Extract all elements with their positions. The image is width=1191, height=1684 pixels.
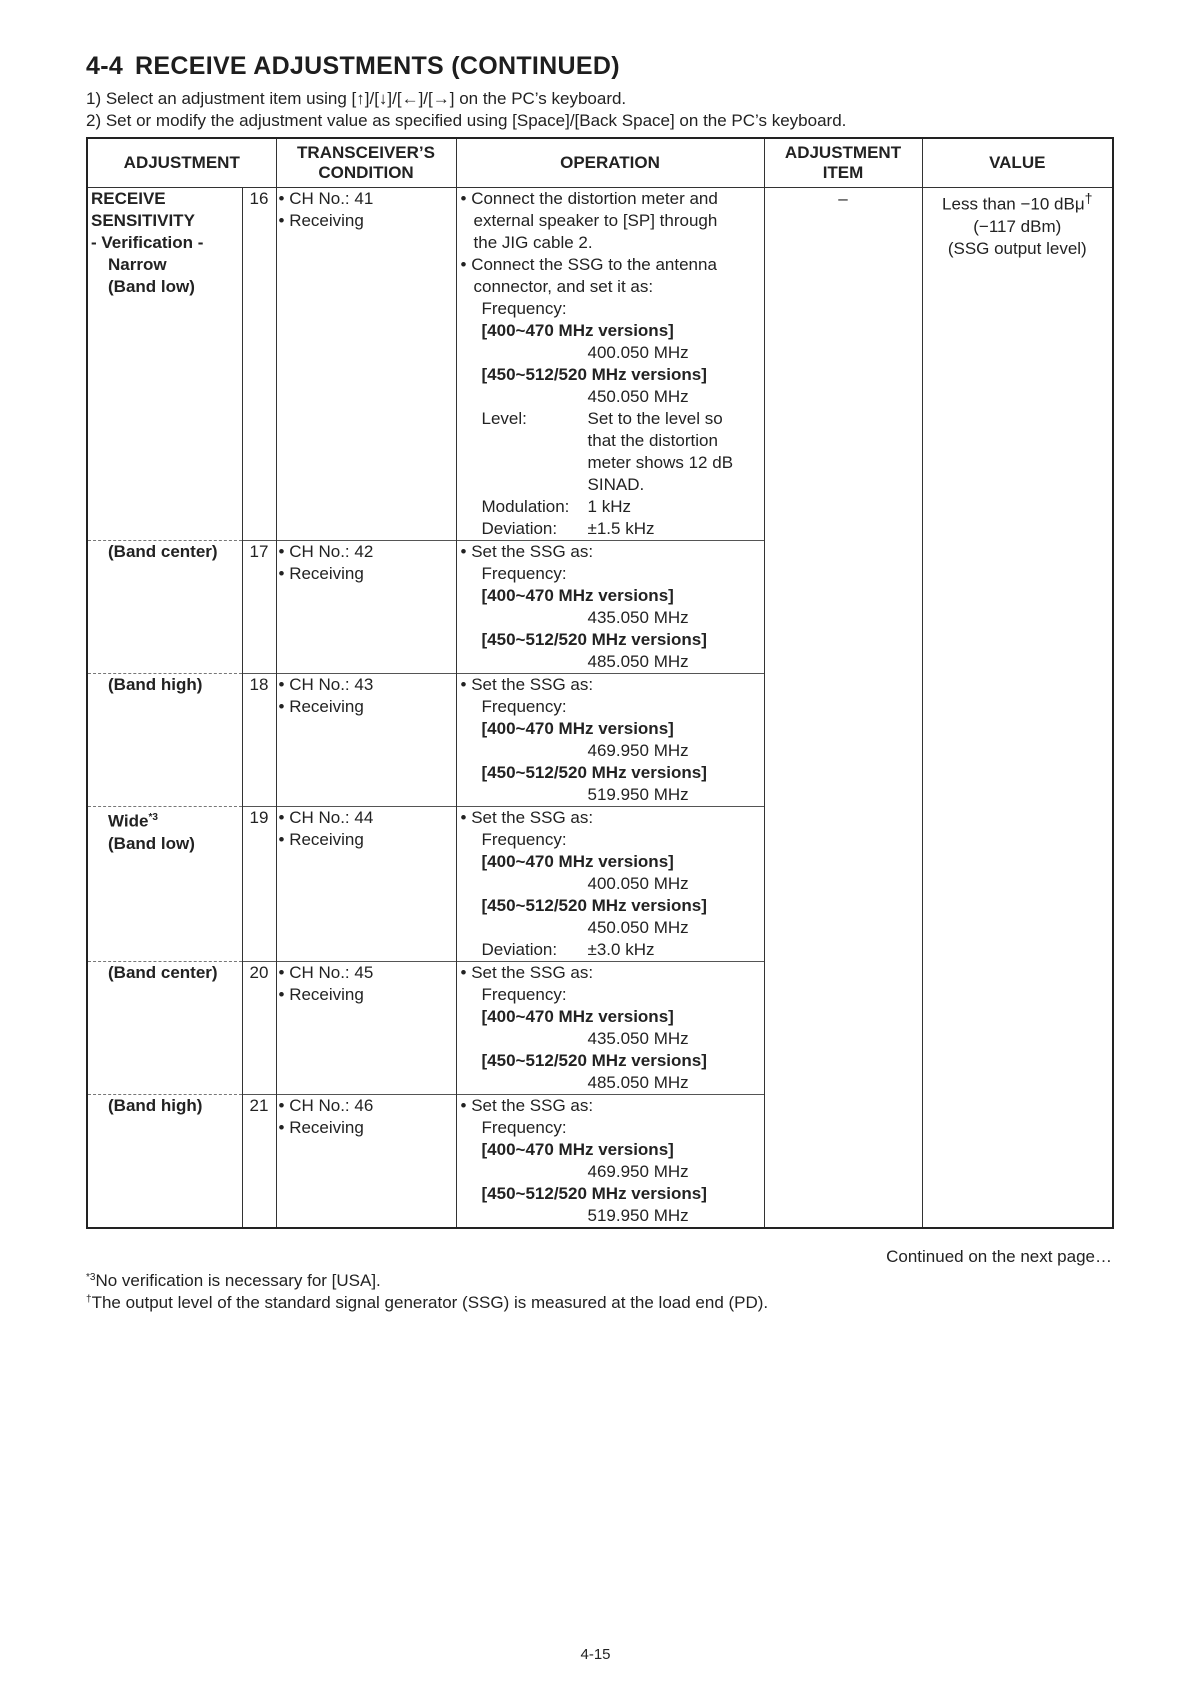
adjustment-name-line: RECEIVE xyxy=(91,189,166,208)
operation-line: • Set the SSG as: xyxy=(460,542,594,561)
header-condition-line1: TRANSCEIVER’S xyxy=(297,143,435,162)
instructions xyxy=(86,88,846,132)
operation-line: • Connect the distortion meter and xyxy=(460,189,718,208)
operation-cell xyxy=(456,188,764,541)
frequency-value: 435.050 MHz xyxy=(587,1029,689,1048)
modulation-label: Modulation: xyxy=(481,497,570,516)
frequency-value: 519.950 MHz xyxy=(587,785,689,804)
footnote-1 xyxy=(86,1270,768,1292)
frequency-value: 450.050 MHz xyxy=(587,918,689,937)
channel-number: • CH No.: 46 xyxy=(278,1096,374,1115)
version-label: [450~512/520 MHz versions] xyxy=(481,1184,707,1203)
adjustment-cell xyxy=(87,541,242,674)
instruction-2: 2) Set or modify the adjustment value as specified using [Space]/[Back Space] on the PC’s keyboard. xyxy=(86,111,847,130)
frequency-label: Frequency: xyxy=(481,697,567,716)
modulation-row xyxy=(461,496,764,518)
operation-cell xyxy=(456,674,764,807)
version-label: [400~470 MHz versions] xyxy=(481,852,674,871)
dagger-mark: † xyxy=(1084,191,1093,207)
version-label: [450~512/520 MHz versions] xyxy=(481,896,707,915)
section-title: RECEIVE ADJUSTMENTS (CONTINUED) xyxy=(135,52,620,80)
level-text-line: Set to the level so xyxy=(587,409,723,428)
footnote-mark: † xyxy=(86,1294,92,1305)
header-operation: OPERATION xyxy=(456,138,764,188)
adjustment-cell xyxy=(87,1095,242,1229)
version-label: [400~470 MHz versions] xyxy=(481,1140,674,1159)
value-text: Less than −10 dBμ xyxy=(942,194,1085,214)
channel-number: • CH No.: 44 xyxy=(278,808,374,827)
deviation-row xyxy=(461,518,764,540)
modulation-value: 1 kHz xyxy=(587,497,631,516)
frequency-value: 400.050 MHz xyxy=(587,874,689,893)
channel-number: • CH No.: 43 xyxy=(278,675,374,694)
operation-cell xyxy=(456,541,764,674)
condition-cell xyxy=(276,807,456,962)
adjustment-table xyxy=(86,137,1114,1229)
condition-cell xyxy=(276,962,456,1095)
frequency-value: 469.950 MHz xyxy=(587,1162,689,1181)
band-label: (Band high) xyxy=(108,1096,203,1115)
frequency-label: Frequency: xyxy=(481,1118,567,1137)
operation-cell xyxy=(456,1095,764,1229)
band-label: (Band low) xyxy=(108,277,195,296)
condition-receiving: • Receiving xyxy=(278,564,364,583)
condition-cell xyxy=(276,188,456,541)
step-number: 18 xyxy=(242,674,276,807)
band-label: (Band center) xyxy=(108,963,218,982)
condition-receiving: • Receiving xyxy=(278,830,364,849)
footnote-text: The output level of the standard signal generator (SSG) is measured at the load end (PD). xyxy=(91,1293,769,1312)
condition-receiving: • Receiving xyxy=(278,697,364,716)
frequency-value: 400.050 MHz xyxy=(587,343,689,362)
version-label: [400~470 MHz versions] xyxy=(481,1007,674,1026)
step-number: 17 xyxy=(242,541,276,674)
deviation-value: ±1.5 kHz xyxy=(587,519,655,538)
level-text-line: SINAD. xyxy=(587,475,645,494)
footnote-mark: *3 xyxy=(148,812,158,823)
operation-line: • Set the SSG as: xyxy=(460,963,594,982)
band-label: (Band low) xyxy=(108,833,195,853)
instruction-1: 1) Select an adjustment item using [↑]/[↓]/[←]/[→] on the PC’s keyboard. xyxy=(86,89,627,108)
section-heading xyxy=(86,52,620,81)
version-label: [400~470 MHz versions] xyxy=(481,586,674,605)
table-row xyxy=(87,188,1113,541)
footnote-text: No verification is necessary for [USA]. xyxy=(95,1271,381,1290)
step-number: 19 xyxy=(242,807,276,962)
operation-line: • Set the SSG as: xyxy=(460,675,594,694)
mode-label-narrow: Narrow xyxy=(108,255,167,274)
adjustment-name-line: SENSITIVITY xyxy=(91,211,195,230)
frequency-value: 485.050 MHz xyxy=(587,1073,689,1092)
condition-cell xyxy=(276,541,456,674)
operation-line: the JIG cable 2. xyxy=(473,233,593,252)
frequency-label: Frequency: xyxy=(481,985,567,1004)
level-text-line: meter shows 12 dB xyxy=(587,453,734,472)
condition-receiving: • Receiving xyxy=(278,211,364,230)
version-label: [450~512/520 MHz versions] xyxy=(481,1051,707,1070)
step-number: 20 xyxy=(242,962,276,1095)
frequency-label: Frequency: xyxy=(481,299,567,318)
value-line: (−117 dBm) xyxy=(973,216,1062,236)
table-header-row xyxy=(87,138,1113,188)
operation-cell xyxy=(456,807,764,962)
deviation-row xyxy=(461,939,764,961)
level-row xyxy=(461,408,764,496)
frequency-value: 450.050 MHz xyxy=(587,387,689,406)
section-number: 4-4 xyxy=(86,52,124,80)
frequency-value: 469.950 MHz xyxy=(587,741,689,760)
version-label: [450~512/520 MHz versions] xyxy=(481,763,707,782)
operation-line: • Connect the SSG to the antenna xyxy=(460,255,717,274)
continued-note: Continued on the next page… xyxy=(886,1247,1112,1266)
header-condition-line2: CONDITION xyxy=(318,163,414,182)
value-cell xyxy=(922,188,1113,1229)
header-item-line2: ITEM xyxy=(822,163,864,182)
frequency-label: Frequency: xyxy=(481,830,567,849)
channel-number: • CH No.: 42 xyxy=(278,542,374,561)
deviation-label: Deviation: xyxy=(481,519,558,538)
adjustment-name-line: - Verification - xyxy=(91,233,204,252)
value-line xyxy=(923,188,1113,216)
condition-cell xyxy=(276,1095,456,1229)
deviation-label: Deviation: xyxy=(481,940,558,959)
header-value: VALUE xyxy=(922,138,1113,188)
header-adjustment-item xyxy=(764,138,922,188)
deviation-value: ±3.0 kHz xyxy=(587,940,655,959)
footnotes xyxy=(86,1270,768,1314)
adjustment-cell xyxy=(87,962,242,1095)
header-item-line1: ADJUSTMENT xyxy=(784,143,902,162)
footnote-2 xyxy=(86,1292,768,1314)
level-text-line: that the distortion xyxy=(587,431,718,450)
frequency-value: 485.050 MHz xyxy=(587,652,689,671)
level-label: Level: xyxy=(481,409,527,428)
page-number: 4-15 xyxy=(580,1646,611,1663)
footnote-mark: *3 xyxy=(86,1272,96,1283)
band-label: (Band high) xyxy=(108,675,203,694)
frequency-value: 519.950 MHz xyxy=(587,1206,689,1225)
condition-cell xyxy=(276,674,456,807)
adjustment-cell xyxy=(87,188,242,541)
operation-line: connector, and set it as: xyxy=(473,277,654,296)
adjustment-cell xyxy=(87,807,242,962)
frequency-value: 435.050 MHz xyxy=(587,608,689,627)
header-adjustment: ADJUSTMENT xyxy=(87,138,276,188)
operation-line: external speaker to [SP] through xyxy=(473,211,718,230)
frequency-label: Frequency: xyxy=(481,564,567,583)
band-label: (Band center) xyxy=(108,542,218,561)
value-line: (SSG output level) xyxy=(947,238,1087,258)
channel-number: • CH No.: 41 xyxy=(278,189,374,208)
version-label: [450~512/520 MHz versions] xyxy=(481,365,707,384)
step-number: 21 xyxy=(242,1095,276,1229)
condition-receiving: • Receiving xyxy=(278,1118,364,1137)
operation-cell xyxy=(456,962,764,1095)
version-label: [400~470 MHz versions] xyxy=(481,719,674,738)
version-label: [400~470 MHz versions] xyxy=(481,321,674,340)
version-label: [450~512/520 MHz versions] xyxy=(481,630,707,649)
header-condition xyxy=(276,138,456,188)
level-text xyxy=(588,408,734,496)
step-number: 16 xyxy=(242,188,276,541)
wide-label-text: Wide xyxy=(108,811,149,831)
mode-label-wide xyxy=(91,807,240,833)
operation-line: • Set the SSG as: xyxy=(460,808,594,827)
adjustment-item-cell: – xyxy=(764,188,922,1229)
adjustment-cell xyxy=(87,674,242,807)
operation-line: • Set the SSG as: xyxy=(460,1096,594,1115)
condition-receiving: • Receiving xyxy=(278,985,364,1004)
channel-number: • CH No.: 45 xyxy=(278,963,374,982)
